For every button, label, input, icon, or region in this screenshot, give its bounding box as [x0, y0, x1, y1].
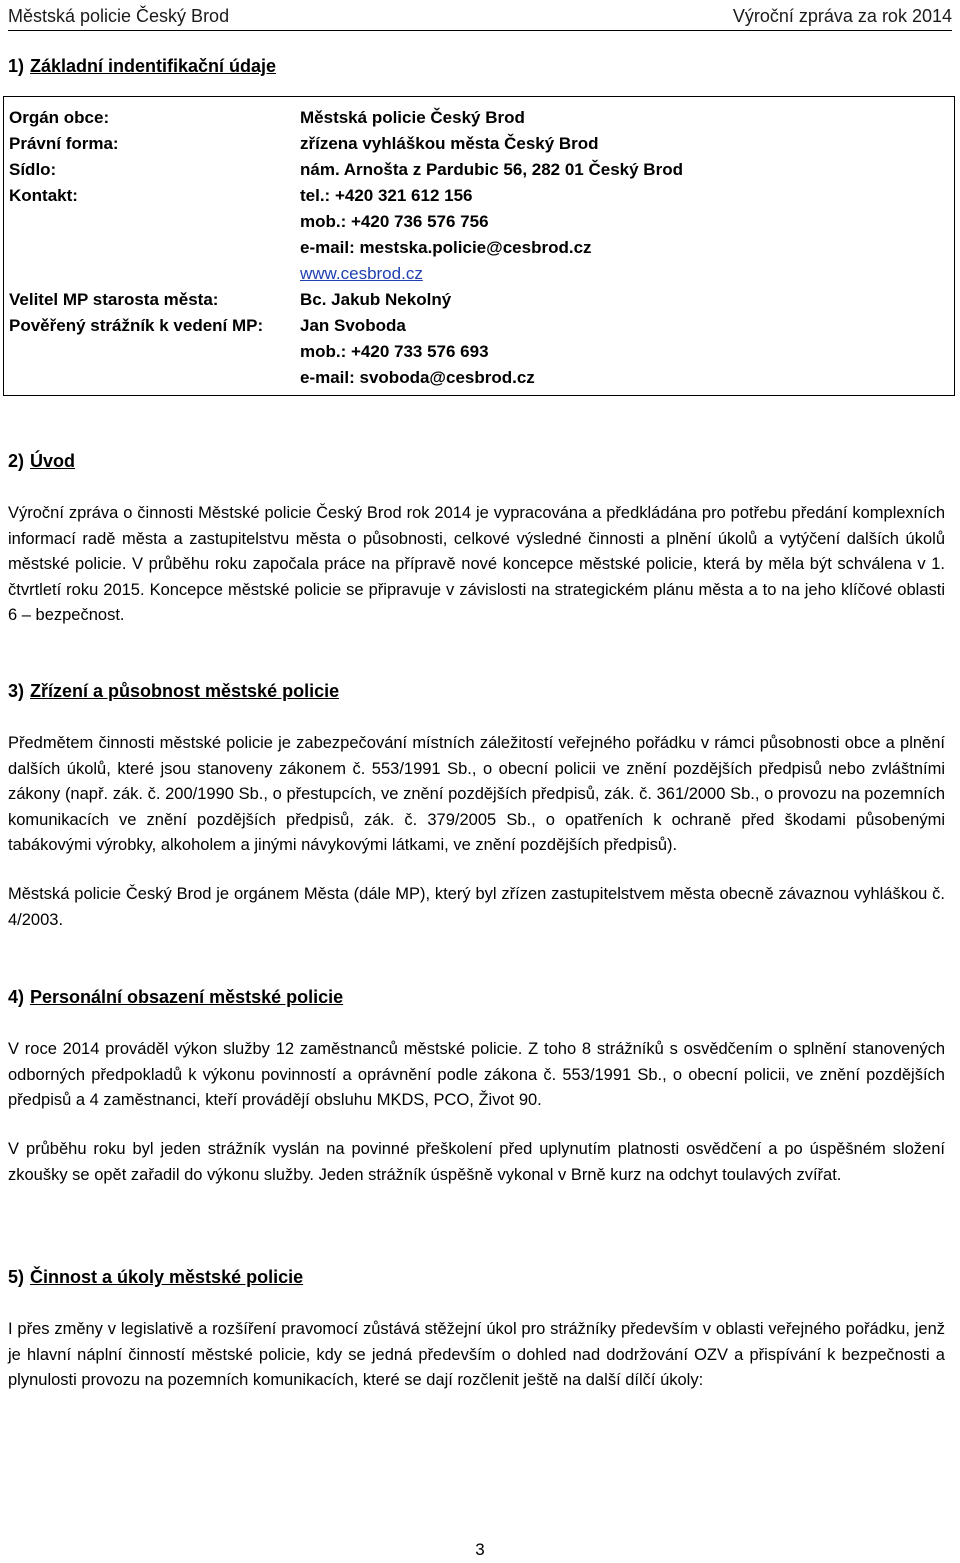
info-row: [4, 209, 954, 235]
section-3-heading: 3) Zřízení a působnost městské policie: [8, 681, 340, 701]
info-label: Právní forma:: [9, 134, 119, 153]
info-label: Sídlo:: [9, 160, 57, 179]
info-value: tel.: +420 321 612 156: [300, 186, 473, 205]
page-number: 3: [475, 1540, 485, 1559]
header-organization: Městská policie Český Brod: [8, 6, 230, 26]
info-label: Orgán obce:: [9, 108, 110, 127]
info-value: Bc. Jakub Nekolný: [300, 290, 452, 309]
section-4-paragraph-2: V průběhu roku byl jeden strážník vyslán na povinné přeškolení před uplynutím platnosti osvědčení a po úspěšném složení zkoušky se opět zařadil do výkonu služby. Jeden strážník úspěšně vykonal v Brně kurz na odchyt toulavých zvířat.: [8, 1140, 945, 1184]
info-value: nám. Arnošta z Pardubic 56, 282 01 Český Brod: [300, 160, 683, 179]
info-label: Pověřený strážník k vedení MP:: [9, 316, 264, 335]
website-link[interactable]: www.cesbrod.cz: [300, 264, 423, 283]
info-row: [4, 131, 954, 157]
info-label: Kontakt:: [9, 186, 78, 205]
info-row: [4, 287, 954, 313]
section-2-heading: 2) Úvod: [8, 451, 76, 471]
section-5-heading: 5) Činnost a úkoly městské policie: [8, 1267, 304, 1287]
info-row: [4, 183, 954, 209]
info-value: Městská policie Český Brod: [300, 108, 525, 127]
info-row: [4, 365, 954, 391]
info-value: e-mail: svoboda@cesbrod.cz: [300, 368, 535, 387]
section-5-paragraph: I přes změny v legislativě a rozšíření pravomocí zůstává stěžejní úkol pro strážníky především v oblasti veřejného pořádku, jenž je hlavní náplní činností městské policie, kdy se jedná především o dohled nad dodržování OZV a přispívání k bezpečnosti a plynulosti provozu na pozemních komunikacích, které se dají rozčlenit ještě na další dílčí úkoly:: [8, 1320, 945, 1389]
header-report-title: Výroční zpráva za rok 2014: [732, 6, 952, 26]
section-4-heading: 4) Personální obsazení městské policie: [8, 987, 344, 1007]
info-row: [4, 261, 954, 287]
page-header: [8, 4, 952, 31]
info-row: [4, 339, 954, 365]
info-value: zřízena vyhláškou města Český Brod: [300, 134, 599, 153]
section-2-paragraph: Výroční zpráva o činnosti Městské policie Český Brod rok 2014 je vypracována a předkládána pro potřebu předání komplexních informací radě města a zastupitelstvu města o působnosti, celkové výsledné činnosti a plnění úkolů a vytýčení dalších úkolů městské policie. V průběhu roku započala práce na přípravě nové koncepce městské policie, která by měla být schválena v 1. čtvrtletí roku 2015. Koncepce městské policie se připravuje v závislosti na strategickém plánu města a to na jeho klíčové oblasti 6 – bezpečnost.: [8, 504, 945, 624]
info-row: [4, 105, 954, 131]
info-row: [4, 157, 954, 183]
info-value: mob.: +420 736 576 756: [300, 212, 489, 231]
section-1-heading: 1) Základní indentifikační údaje: [8, 56, 277, 76]
info-label: Velitel MP starosta města:: [9, 290, 219, 309]
section-3-paragraph-2: Městská policie Český Brod je orgánem Města (dále MP), který byl zřízen zastupitelstvem města obecně závaznou vyhláškou č. 4/2003.: [8, 885, 945, 929]
section-4-paragraph-1: V roce 2014 prováděl výkon služby 12 zaměstnanců městské policie. Z toho 8 strážníků s osvědčením o splnění stanovených odborných předpokladů k výkonu povinností a oprávnění podle zákona č. 553/1991 Sb., o obecní policii, ve znění pozdějších předpisů a 4 zaměstnanci, kteří provádějí obsluhu MKDS, PCO, Život 90.: [8, 1040, 945, 1109]
info-value: e-mail: mestska.policie@cesbrod.cz: [300, 238, 592, 257]
identification-table: [3, 96, 955, 396]
info-value: mob.: +420 733 576 693: [300, 342, 489, 361]
section-3-paragraph-1: Předmětem činnosti městské policie je zabezpečování místních záležitostí veřejného pořádku v rámci působnosti obce a plnění dalších úkolů, které jsou stanoveny zákonem č. 553/1991 Sb., o obecní policii ve znění pozdějších předpisů nebo zvláštními zákony (např. zák. č. 200/1990 Sb., o přestupcích, ve znění pozdějších předpisů, zák. č. 361/2000 Sb., o provozu na pozemních komunikacích ve znění pozdějších předpisů, zák. č. 379/2005 Sb., o opatřeních k ochraně před škodami působenými tabákovými výrobky, alkoholem a jinými návykovými látkami, ve znění pozdějších předpisů).: [8, 734, 945, 854]
info-value: Jan Svoboda: [300, 316, 406, 335]
info-row: [4, 313, 954, 339]
info-row: [4, 235, 954, 261]
